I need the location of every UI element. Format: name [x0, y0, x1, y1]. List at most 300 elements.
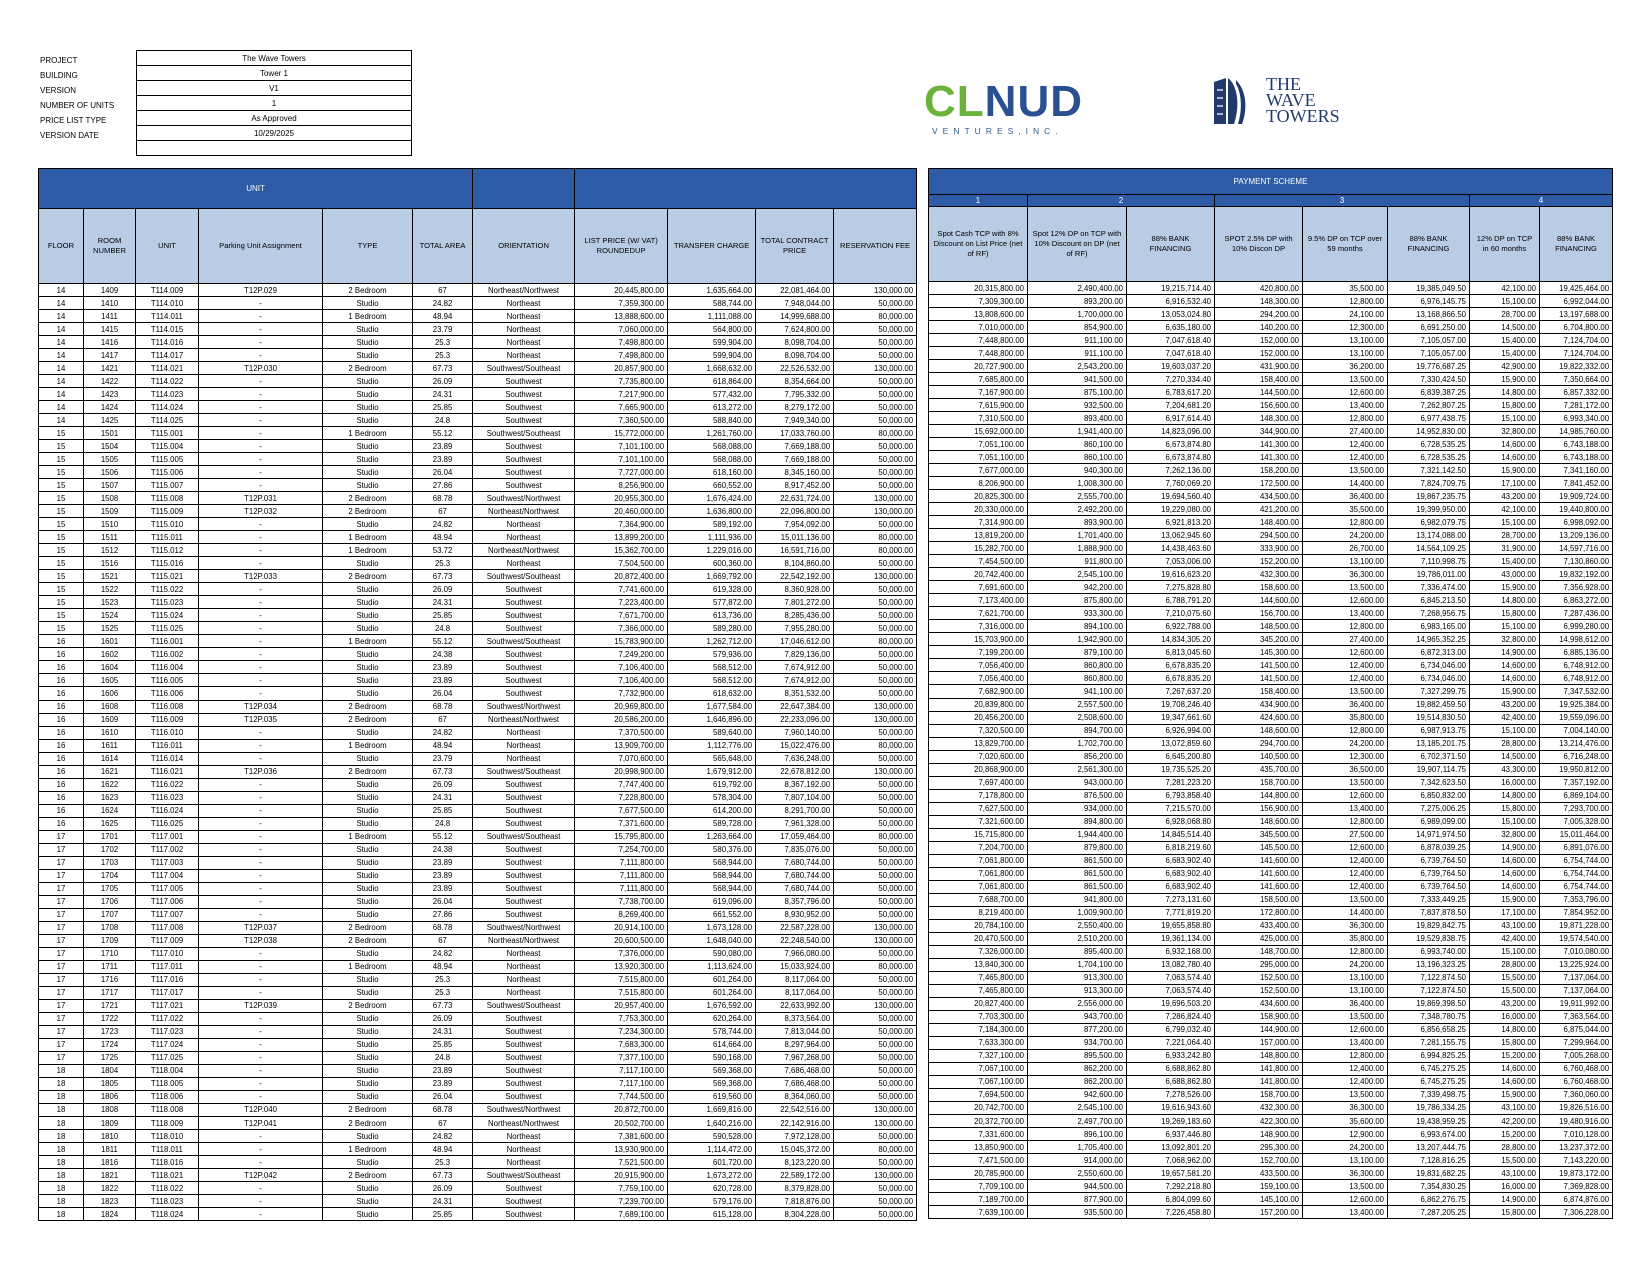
payment-row[interactable] — [929, 958, 1613, 971]
unit-row[interactable] — [39, 986, 917, 999]
payment-cell: 933,300.00 — [1028, 607, 1127, 620]
unit-row[interactable] — [39, 557, 917, 570]
payment-cell: 13,500.00 — [1303, 1010, 1388, 1023]
clnud-logo-subtitle: VENTURES,INC. — [932, 126, 1063, 136]
payment-row[interactable] — [929, 1206, 1613, 1219]
unit-cell: Northeast — [473, 973, 575, 986]
payment-row[interactable] — [929, 1088, 1613, 1101]
unit-row[interactable] — [39, 336, 917, 349]
payment-row[interactable] — [929, 1128, 1613, 1141]
payment-column-header[interactable]: 88% BANK FINANCING — [1540, 207, 1613, 282]
unit-row[interactable] — [39, 388, 917, 401]
unit-cell: 15,795,800.00 — [575, 830, 668, 843]
payment-cell: 7,454,500.00 — [929, 555, 1028, 568]
unit-cell: 16 — [39, 713, 84, 726]
unit-cell: 17 — [39, 882, 84, 895]
unit-cell: 8,917,452.00 — [756, 479, 834, 492]
payment-row[interactable] — [929, 971, 1613, 984]
payment-row[interactable] — [929, 594, 1613, 607]
unit-cell: Studio — [323, 622, 413, 635]
unit-row[interactable] — [39, 739, 917, 752]
payment-cell: 152,200.00 — [1215, 555, 1303, 568]
unit-row[interactable] — [39, 1117, 917, 1130]
unit-row[interactable] — [39, 583, 917, 596]
payment-row[interactable] — [929, 464, 1613, 477]
unit-cell: 1506 — [84, 466, 136, 479]
payment-row[interactable] — [929, 1115, 1613, 1128]
unit-cell: T115.021 — [136, 570, 199, 583]
unit-cell: 7,732,900.00 — [575, 687, 668, 700]
unit-cell: 7,364,900.00 — [575, 518, 668, 531]
unit-row[interactable] — [39, 661, 917, 674]
unit-cell: - — [199, 622, 323, 635]
payment-column-header[interactable]: 88% BANK FINANCING — [1388, 207, 1470, 282]
unit-cell: Studio — [323, 804, 413, 817]
payment-row[interactable] — [929, 282, 1613, 295]
payment-cell: 6,856,658.25 — [1388, 1023, 1470, 1036]
payment-row[interactable] — [929, 672, 1613, 685]
unit-column-header[interactable]: LIST PRICE (W/ VAT) ROUNDEDUP — [575, 209, 668, 284]
payment-cell: 7,465,800.00 — [929, 971, 1028, 984]
payment-row[interactable] — [929, 945, 1613, 958]
unit-cell: 1810 — [84, 1130, 136, 1143]
payment-cell: 8,219,400.00 — [929, 906, 1028, 919]
payment-row[interactable] — [929, 932, 1613, 945]
unit-row[interactable] — [39, 791, 917, 804]
unit-row[interactable] — [39, 635, 917, 648]
unit-cell: 7,636,248.00 — [756, 752, 834, 765]
unit-cell: T114.017 — [136, 349, 199, 362]
unit-row[interactable] — [39, 1103, 917, 1116]
unit-cell: Northeast — [473, 726, 575, 739]
unit-cell: 130,000.00 — [834, 921, 917, 934]
unit-column-header[interactable]: TOTAL AREA — [413, 209, 473, 284]
unit-cell: 7,117,100.00 — [575, 1077, 668, 1090]
unit-cell: T117.022 — [136, 1012, 199, 1025]
unit-row[interactable] — [39, 1182, 917, 1195]
unit-cell: 15,045,372.00 — [756, 1143, 834, 1156]
unit-cell: 7,955,280.00 — [756, 622, 834, 635]
payment-row[interactable] — [929, 529, 1613, 542]
payment-row[interactable] — [929, 906, 1613, 919]
unit-cell: 1709 — [84, 934, 136, 947]
unit-row[interactable] — [39, 1156, 917, 1169]
payment-cell: 12,600.00 — [1303, 386, 1388, 399]
unit-row[interactable] — [39, 830, 917, 843]
payment-cell: 15,282,700.00 — [929, 542, 1028, 555]
unit-row[interactable] — [39, 1208, 917, 1221]
unit-column-header[interactable]: FLOOR — [39, 209, 84, 284]
payment-cell: 7,275,828.80 — [1127, 581, 1215, 594]
unit-row[interactable] — [39, 401, 917, 414]
unit-cell: 1611 — [84, 739, 136, 752]
unit-row[interactable] — [39, 895, 917, 908]
unit-cell: 24.82 — [413, 297, 473, 310]
payment-row[interactable] — [929, 438, 1613, 451]
unit-row[interactable] — [39, 908, 917, 921]
payment-row[interactable] — [929, 412, 1613, 425]
payment-cell: 20,742,700.00 — [929, 1101, 1028, 1114]
payment-cell: 15,692,000.00 — [929, 425, 1028, 438]
unit-cell: Northeast/Northwest — [473, 544, 575, 557]
payment-cell: 6,818,219.60 — [1127, 841, 1215, 854]
unit-row[interactable] — [39, 1012, 917, 1025]
unit-cell: Studio — [323, 661, 413, 674]
payment-cell: 7,215,570.00 — [1127, 802, 1215, 815]
unit-header-spacer — [473, 169, 575, 209]
unit-column-header[interactable]: ROOM NUMBER — [84, 209, 136, 284]
unit-cell: 7,669,188.00 — [756, 453, 834, 466]
unit-row[interactable] — [39, 349, 917, 362]
payment-column-header[interactable]: 9.5% DP on TCP over 59 months — [1303, 207, 1388, 282]
payment-row[interactable] — [929, 425, 1613, 438]
unit-cell: 2 Bedroom — [323, 505, 413, 518]
payment-cell: 7,703,300.00 — [929, 1010, 1028, 1023]
unit-row[interactable] — [39, 700, 917, 713]
unit-row[interactable] — [39, 934, 917, 947]
unit-row[interactable] — [39, 414, 917, 427]
unit-cell: 50,000.00 — [834, 323, 917, 336]
unit-cell: - — [199, 479, 323, 492]
unit-cell: 15 — [39, 622, 84, 635]
payment-row[interactable] — [929, 711, 1613, 724]
payment-row[interactable] — [929, 776, 1613, 789]
unit-cell: Studio — [323, 1090, 413, 1103]
payment-cell: 12,800.00 — [1303, 815, 1388, 828]
unit-row[interactable] — [39, 427, 917, 440]
unit-row[interactable] — [39, 1077, 917, 1090]
payment-cell: 7,691,600.00 — [929, 581, 1028, 594]
payment-row[interactable] — [929, 568, 1613, 581]
unit-row[interactable] — [39, 479, 917, 492]
payment-row[interactable] — [929, 581, 1613, 594]
payment-row[interactable] — [929, 347, 1613, 360]
unit-cell: - — [199, 843, 323, 856]
payment-cell: 27,400.00 — [1303, 425, 1388, 438]
payment-cell: 7,167,900.00 — [929, 386, 1028, 399]
payment-row[interactable] — [929, 763, 1613, 776]
unit-row[interactable] — [39, 973, 917, 986]
unit-row[interactable] — [39, 648, 917, 661]
unit-cell: 18 — [39, 1077, 84, 1090]
payment-cell: 13,237,372.00 — [1540, 1141, 1613, 1154]
payment-row[interactable] — [929, 1167, 1613, 1180]
payment-row[interactable] — [929, 685, 1613, 698]
payment-cell: 6,754,744.00 — [1540, 854, 1613, 867]
unit-cell: T117.011 — [136, 960, 199, 973]
unit-cell: 7,060,000.00 — [575, 323, 668, 336]
unit-cell: 18 — [39, 1090, 84, 1103]
unit-row[interactable] — [39, 778, 917, 791]
unit-cell: Studio — [323, 1208, 413, 1221]
payment-row[interactable] — [929, 1141, 1613, 1154]
unit-row[interactable] — [39, 544, 917, 557]
payment-row[interactable] — [929, 659, 1613, 672]
payment-row[interactable] — [929, 542, 1613, 555]
unit-cell: 50,000.00 — [834, 817, 917, 830]
unit-row[interactable] — [39, 297, 917, 310]
unit-cell: 7,818,876.00 — [756, 1195, 834, 1208]
payment-cell: 36,400.00 — [1303, 490, 1388, 503]
payment-row[interactable] — [929, 854, 1613, 867]
unit-cell: 18 — [39, 1195, 84, 1208]
payment-row[interactable] — [929, 1180, 1613, 1193]
payment-row[interactable] — [929, 1075, 1613, 1088]
payment-row[interactable] — [929, 360, 1613, 373]
unit-row[interactable] — [39, 1090, 917, 1103]
unit-column-header[interactable]: Parking Unit Assignment — [199, 209, 323, 284]
payment-cell: 7,067,100.00 — [929, 1075, 1028, 1088]
unit-cell: T114.015 — [136, 323, 199, 336]
unit-cell: 16 — [39, 674, 84, 687]
payment-cell: 15,800.00 — [1470, 399, 1540, 412]
payment-row[interactable] — [929, 308, 1613, 321]
payment-cell: 7,682,900.00 — [929, 685, 1028, 698]
unit-cell: 14 — [39, 401, 84, 414]
payment-cell: 7,122,874.50 — [1388, 971, 1470, 984]
payment-column-header[interactable]: 88% BANK FINANCING — [1127, 207, 1215, 282]
unit-row[interactable] — [39, 1051, 917, 1064]
unit-cell: 50,000.00 — [834, 479, 917, 492]
payment-row[interactable] — [929, 503, 1613, 516]
payment-cell: 13,400.00 — [1303, 1036, 1388, 1049]
unit-row[interactable] — [39, 947, 917, 960]
unit-row[interactable] — [39, 687, 917, 700]
payment-cell: 6,799,032.40 — [1127, 1023, 1215, 1036]
unit-row[interactable] — [39, 752, 917, 765]
unit-row[interactable] — [39, 453, 917, 466]
payment-cell: 1,942,900.00 — [1028, 633, 1127, 646]
payment-cell: 12,400.00 — [1303, 438, 1388, 451]
unit-row[interactable] — [39, 375, 917, 388]
payment-row[interactable] — [929, 620, 1613, 633]
payment-row[interactable] — [929, 607, 1613, 620]
unit-cell: - — [199, 739, 323, 752]
payment-row[interactable] — [929, 1062, 1613, 1075]
unit-cell: 48.94 — [413, 960, 473, 973]
payment-row[interactable] — [929, 633, 1613, 646]
unit-column-header[interactable]: TYPE — [323, 209, 413, 284]
unit-row[interactable] — [39, 284, 917, 297]
payment-cell: 159,100.00 — [1215, 1180, 1303, 1193]
unit-row[interactable] — [39, 492, 917, 505]
unit-row[interactable] — [39, 570, 917, 583]
unit-cell: - — [199, 1143, 323, 1156]
unit-row[interactable] — [39, 323, 917, 336]
payment-row[interactable] — [929, 789, 1613, 802]
unit-row[interactable] — [39, 1143, 917, 1156]
payment-row[interactable] — [929, 1036, 1613, 1049]
unit-row[interactable] — [39, 1130, 917, 1143]
unit-row[interactable] — [39, 1038, 917, 1051]
payment-row[interactable] — [929, 451, 1613, 464]
payment-row[interactable] — [929, 555, 1613, 568]
payment-row[interactable] — [929, 724, 1613, 737]
unit-cell: 14 — [39, 414, 84, 427]
payment-row[interactable] — [929, 737, 1613, 750]
unit-row[interactable] — [39, 674, 917, 687]
unit-cell: 22,096,800.00 — [756, 505, 834, 518]
payment-row[interactable] — [929, 867, 1613, 880]
payment-cell: 19,229,080.00 — [1127, 503, 1215, 516]
unit-column-header[interactable]: RESERVATION FEE — [834, 209, 917, 284]
unit-row[interactable] — [39, 1025, 917, 1038]
unit-cell: 1,648,040.00 — [668, 934, 756, 947]
payment-cell: 19,909,724.00 — [1540, 490, 1613, 503]
payment-row[interactable] — [929, 321, 1613, 334]
payment-cell: 12,400.00 — [1303, 1075, 1388, 1088]
payment-row[interactable] — [929, 1101, 1613, 1114]
payment-cell: 14,597,716.00 — [1540, 542, 1613, 555]
unit-cell: 1508 — [84, 492, 136, 505]
unit-row[interactable] — [39, 804, 917, 817]
unit-row[interactable] — [39, 713, 917, 726]
unit-cell: 23.79 — [413, 323, 473, 336]
unit-row[interactable] — [39, 310, 917, 323]
unit-cell: 8,117,064.00 — [756, 973, 834, 986]
unit-column-header[interactable]: TRANSFER CHARGE — [668, 209, 756, 284]
unit-row[interactable] — [39, 856, 917, 869]
payment-row[interactable] — [929, 984, 1613, 997]
unit-row[interactable] — [39, 1064, 917, 1077]
unit-cell: T116.024 — [136, 804, 199, 817]
payment-row[interactable] — [929, 815, 1613, 828]
unit-row[interactable] — [39, 622, 917, 635]
unit-row[interactable] — [39, 505, 917, 518]
payment-column-header[interactable]: Spot Cash TCP with 8% Discount on List Price (net of RF) — [929, 207, 1028, 282]
payment-column-header[interactable]: 12% DP on TCP in 60 months — [1470, 207, 1540, 282]
unit-row[interactable] — [39, 440, 917, 453]
unit-column-header[interactable]: ORIENTATION — [473, 209, 575, 284]
unit-row[interactable] — [39, 518, 917, 531]
payment-row[interactable] — [929, 646, 1613, 659]
payment-row[interactable] — [929, 516, 1613, 529]
unit-cell: 20,502,700.00 — [575, 1117, 668, 1130]
payment-row[interactable] — [929, 477, 1613, 490]
unit-cell: 17 — [39, 843, 84, 856]
unit-row[interactable] — [39, 869, 917, 882]
payment-row[interactable] — [929, 386, 1613, 399]
unit-cell: 15 — [39, 492, 84, 505]
unit-cell: Studio — [323, 1182, 413, 1195]
unit-column-header[interactable]: TOTAL CONTRACT PRICE — [756, 209, 834, 284]
unit-cell: 24.31 — [413, 1195, 473, 1208]
unit-row[interactable] — [39, 362, 917, 375]
unit-cell: 1606 — [84, 687, 136, 700]
payment-row[interactable] — [929, 334, 1613, 347]
unit-cell: T12P.032 — [199, 505, 323, 518]
payment-row[interactable] — [929, 893, 1613, 906]
payment-cell: 19,786,011.00 — [1388, 568, 1470, 581]
unit-cell: 15 — [39, 427, 84, 440]
unit-row[interactable] — [39, 843, 917, 856]
unit-row[interactable] — [39, 882, 917, 895]
payment-cell: 15,500.00 — [1470, 1154, 1540, 1167]
payment-cell: 16,000.00 — [1470, 776, 1540, 789]
unit-cell: 50,000.00 — [834, 986, 917, 999]
payment-cell: 36,200.00 — [1303, 360, 1388, 373]
payment-column-header[interactable]: Spot 12% DP on TCP with 10% Discount on DP (net of RF) — [1028, 207, 1127, 282]
unit-cell: 1,640,216.00 — [668, 1117, 756, 1130]
payment-row[interactable] — [929, 698, 1613, 711]
payment-cell: 2,492,200.00 — [1028, 503, 1127, 516]
unit-cell: 1504 — [84, 440, 136, 453]
payment-cell: 432,300.00 — [1215, 1101, 1303, 1114]
unit-row[interactable] — [39, 531, 917, 544]
payment-row[interactable] — [929, 1193, 1613, 1206]
payment-cell: 294,200.00 — [1215, 308, 1303, 321]
unit-cell: Studio — [323, 440, 413, 453]
payment-row[interactable] — [929, 841, 1613, 854]
payment-row[interactable] — [929, 1049, 1613, 1062]
unit-cell: 614,664.00 — [668, 1038, 756, 1051]
payment-column-header[interactable]: SPOT 2.5% DP with 10% Discon DP — [1215, 207, 1303, 282]
unit-row[interactable] — [39, 921, 917, 934]
unit-row[interactable] — [39, 609, 917, 622]
unit-cell: Southwest/Northwest — [473, 921, 575, 934]
payment-row[interactable] — [929, 802, 1613, 815]
payment-cell: 19,826,516.00 — [1540, 1101, 1613, 1114]
unit-cell: 1808 — [84, 1103, 136, 1116]
payment-cell: 28,800.00 — [1470, 737, 1540, 750]
unit-cell: 7,371,600.00 — [575, 817, 668, 830]
unit-row[interactable] — [39, 817, 917, 830]
unit-cell: 7,966,080.00 — [756, 947, 834, 960]
unit-cell: 7,753,300.00 — [575, 1012, 668, 1025]
unit-cell: 8,364,060.00 — [756, 1090, 834, 1103]
payment-cell: 141,300.00 — [1215, 451, 1303, 464]
unit-cell: 1822 — [84, 1182, 136, 1195]
unit-cell: 24.82 — [413, 1130, 473, 1143]
unit-row[interactable] — [39, 726, 917, 739]
unit-row[interactable] — [39, 960, 917, 973]
payment-row[interactable] — [929, 1010, 1613, 1023]
payment-row[interactable] — [929, 997, 1613, 1010]
unit-row[interactable] — [39, 765, 917, 778]
unit-column-header[interactable]: UNIT — [136, 209, 199, 284]
payment-cell: 19,440,800.00 — [1540, 503, 1613, 516]
payment-row[interactable] — [929, 373, 1613, 386]
payment-row[interactable] — [929, 919, 1613, 932]
payment-row[interactable] — [929, 490, 1613, 503]
unit-cell: 661,552.00 — [668, 908, 756, 921]
unit-cell: T118.006 — [136, 1090, 199, 1103]
payment-row[interactable] — [929, 399, 1613, 412]
unit-cell: Southwest — [473, 596, 575, 609]
unit-cell: Studio — [323, 1051, 413, 1064]
payment-row[interactable] — [929, 1154, 1613, 1167]
payment-row[interactable] — [929, 750, 1613, 763]
unit-cell: 50,000.00 — [834, 1195, 917, 1208]
scheme-number: 3 — [1215, 195, 1470, 207]
payment-cell: 14,900.00 — [1470, 646, 1540, 659]
payment-cell: 15,900.00 — [1470, 581, 1540, 594]
payment-cell: 152,000.00 — [1215, 347, 1303, 360]
unit-row[interactable] — [39, 466, 917, 479]
payment-cell: 7,173,400.00 — [929, 594, 1028, 607]
unit-cell: T117.024 — [136, 1038, 199, 1051]
unit-row[interactable] — [39, 1169, 917, 1182]
unit-row[interactable] — [39, 596, 917, 609]
payment-row[interactable] — [929, 828, 1613, 841]
unit-row[interactable] — [39, 1195, 917, 1208]
payment-row[interactable] — [929, 880, 1613, 893]
payment-row[interactable] — [929, 1023, 1613, 1036]
unit-cell: 2 Bedroom — [323, 934, 413, 947]
payment-row[interactable] — [929, 295, 1613, 308]
unit-cell: - — [199, 401, 323, 414]
unit-row[interactable] — [39, 999, 917, 1012]
